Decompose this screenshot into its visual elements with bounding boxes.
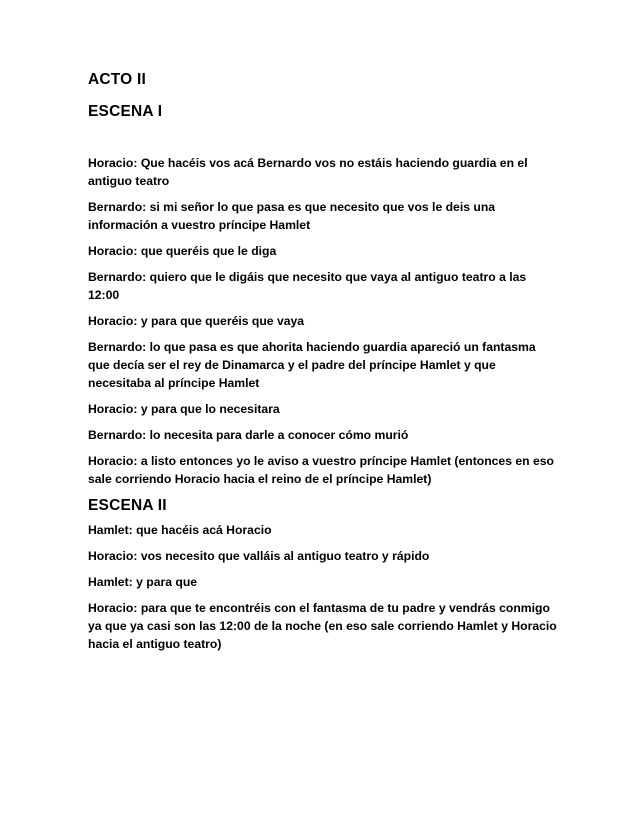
- dialogue-line: Bernardo: quiero que le digáis que necesito que vaya al antiguo teatro a las 12:00: [88, 270, 527, 302]
- dialogue-line: Horacio: para que te encontréis con el fantasma de tu padre y vendrás conmigo ya que ya casi son las 12:00 de la noche (en eso sale corriendo Hamlet y Horacio hacia el antiguo teatro): [88, 601, 557, 651]
- act-title: ACTO II: [88, 71, 146, 88]
- dialogue-line: Horacio: y para que queréis que vaya: [88, 314, 305, 328]
- scene-2-title: ESCENA II: [88, 497, 167, 514]
- dialogue-line: Horacio: Que hacéis vos acá Bernardo vos no estáis haciendo guardia en el antiguo teatro: [88, 156, 528, 188]
- scene-1-title: ESCENA I: [88, 103, 163, 120]
- dialogue-line: Horacio: y para que lo necesitara: [88, 402, 280, 416]
- dialogue-line: Horacio: vos necesito que valláis al antiguo teatro y rápido: [88, 549, 430, 563]
- dialogue-line: Hamlet: que hacéis acá Horacio: [88, 523, 272, 537]
- dialogue-line: Hamlet: y para que: [88, 575, 198, 589]
- dialogue-line: Bernardo: si mi señor lo que pasa es que necesito que vos le deis una información a vuestro príncipe Hamlet: [88, 200, 496, 232]
- dialogue-line: Bernardo: lo necesita para darle a conocer cómo murió: [88, 428, 409, 442]
- dialogue-line: Horacio: a listo entonces yo le aviso a vuestro príncipe Hamlet (entonces en eso sale corriendo Horacio hacia el reino de el príncipe Hamlet): [88, 454, 554, 486]
- document-page: [88, 70, 558, 661]
- dialogue-line: Bernardo: lo que pasa es que ahorita haciendo guardia apareció un fantasma que decía ser el rey de Dinamarca y el padre del príncipe Hamlet y que necesitaba al príncipe Hamlet: [88, 340, 536, 390]
- dialogue-line: Horacio: que queréis que le diga: [88, 244, 277, 258]
